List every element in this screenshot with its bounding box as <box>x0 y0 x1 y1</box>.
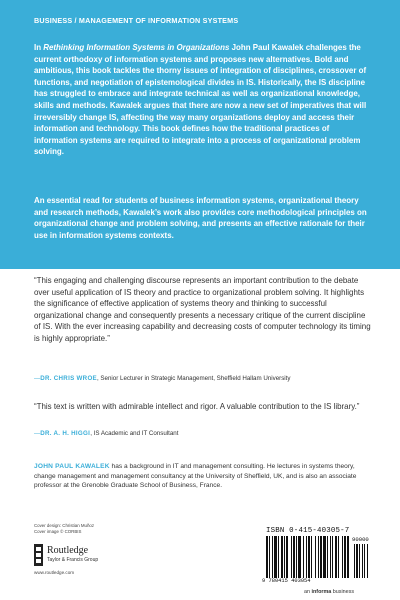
author-name: JOHN PAUL KAWALEK <box>34 463 110 470</box>
review-quote-2: “This text is written with admirable intellect and rigor. A valuable contribution to the IS library.” <box>34 402 360 411</box>
barcode-bar <box>266 536 268 578</box>
barcode-bar <box>320 536 322 578</box>
reviewer-affiliation: , IS Academic and IT Consultant <box>90 430 179 437</box>
barcode-addon-bar <box>354 544 355 578</box>
author-bio <box>34 462 370 491</box>
routledge-mark-icon <box>34 544 43 566</box>
barcode-bar <box>332 536 333 578</box>
book-title: Rethinking Information Systems in Organizations <box>43 43 230 52</box>
publisher-url: www.routledge.com <box>34 570 75 575</box>
reviewer-name: DR. A. H. HIGGI <box>40 430 91 437</box>
author-bio-text: has a background in IT and management consulting. He lectures in systems theory, change management and management consultancy at the University of Sheffield, UK, and is also an associate professor at the Grenoble Graduate School of Business, France. <box>34 463 357 489</box>
barcode-digits: 9 780415 403054 <box>262 578 311 584</box>
barcode-addon-bar <box>367 544 368 578</box>
publisher-logo <box>34 542 144 582</box>
reviewer-affiliation: , Senior Lecturer in Strategic Management, Sheffield Hallam University <box>96 375 291 382</box>
barcode-bar <box>293 536 295 578</box>
barcode-addon-bar <box>356 544 358 578</box>
barcode-bar <box>311 536 312 578</box>
barcode-bar <box>327 536 328 578</box>
cover-credits <box>34 523 94 535</box>
category-heading: BUSINESS / MANAGEMENT OF INFORMATION SYSTEMS <box>34 16 239 25</box>
barcode-addon-bar <box>359 544 360 578</box>
barcode-bar <box>274 536 277 578</box>
cover-design-credit: Cover design: Christian Muñoz <box>34 523 95 528</box>
barcode-price-addon: 90000 <box>352 536 369 543</box>
barcode-bar <box>296 536 297 578</box>
informa-prefix: an <box>304 589 312 595</box>
isbn-label: ISBN 0-415-40305-7 <box>266 527 350 535</box>
barcode-bar <box>278 536 279 578</box>
barcode-bar <box>303 536 304 578</box>
informa-suffix: business <box>331 589 355 595</box>
blurb-body: John Paul Kawalek challenges the current orthodoxy of information systems and proposes new alternatives. Bold and ambitious, this book tackles the thorny issues of integration of disciplines, crossover of functions, and negotiation of epistemological divides in IS. Historically, the IS discipline has struggled to embrace and integrate technical as well as organizational knowledge, skills and methods. Kawalek argues that there are now a new set of imperatives that will irreversibly change IS, affecting the way many organizations deploy and access their information and technology. This book defines how the traditional practices of information systems are required to integrate into a process of organizational problem solving. <box>34 43 367 157</box>
barcode-bar <box>281 536 283 578</box>
barcode-bar <box>344 536 346 578</box>
barcode-bar <box>315 536 316 578</box>
barcode-bar <box>308 536 310 578</box>
attribution-dash: — <box>34 430 41 437</box>
barcode-bar <box>286 536 288 578</box>
barcode-bar <box>347 536 349 578</box>
informa-business-line <box>304 589 354 595</box>
barcode-bar <box>342 536 343 578</box>
blurb-intro: In <box>34 43 44 52</box>
barcode-bar <box>291 536 292 578</box>
blurb-paragraph-1 <box>34 42 372 158</box>
barcode-bar <box>284 536 285 578</box>
cover-image-credit: Cover image © CORBIS <box>34 529 82 534</box>
informa-brand: informa <box>311 589 332 595</box>
review-quote-1: “This engaging and challenging discourse represents an important contribution to the debate over useful application of IS theory and practice to organizational problem solving. It highlights the significance of effective application of systems theory and thinking to successful organizational change and consequently presents a necessary critique of the current discipline of IS. With the ever increasing capability and decreasing costs of computer technology its timing is highly appropriate.” <box>34 276 371 343</box>
barcode-bar <box>306 536 307 578</box>
barcode-bar <box>323 536 326 578</box>
barcode-bar <box>338 536 339 578</box>
isbn-barcode-block <box>262 527 374 587</box>
barcode-addon-bar <box>364 544 365 578</box>
barcode-bar <box>330 536 331 578</box>
attribution-dash: — <box>34 375 41 382</box>
barcode-bar <box>269 536 270 578</box>
reviewer-name: DR. CHRIS WROE <box>40 375 97 382</box>
barcode-addon-bar <box>362 544 363 578</box>
review-attribution-1 <box>34 375 374 382</box>
barcode-bar <box>298 536 301 578</box>
blurb-paragraph-2: An essential read for students of business information systems, organizational theory and research methods, Kawalek’s work also provides core methodological principles on organizational change and problem solving, and presents an effective rationale for their use in information systems contexts. <box>34 196 367 240</box>
barcode-bar <box>272 536 273 578</box>
publisher-name: Routledge <box>47 545 89 556</box>
barcode-bar <box>335 536 337 578</box>
review-attribution-2 <box>34 430 374 437</box>
publisher-tagline: Taylor & Francis Group <box>47 557 99 563</box>
barcode-bar <box>318 536 319 578</box>
